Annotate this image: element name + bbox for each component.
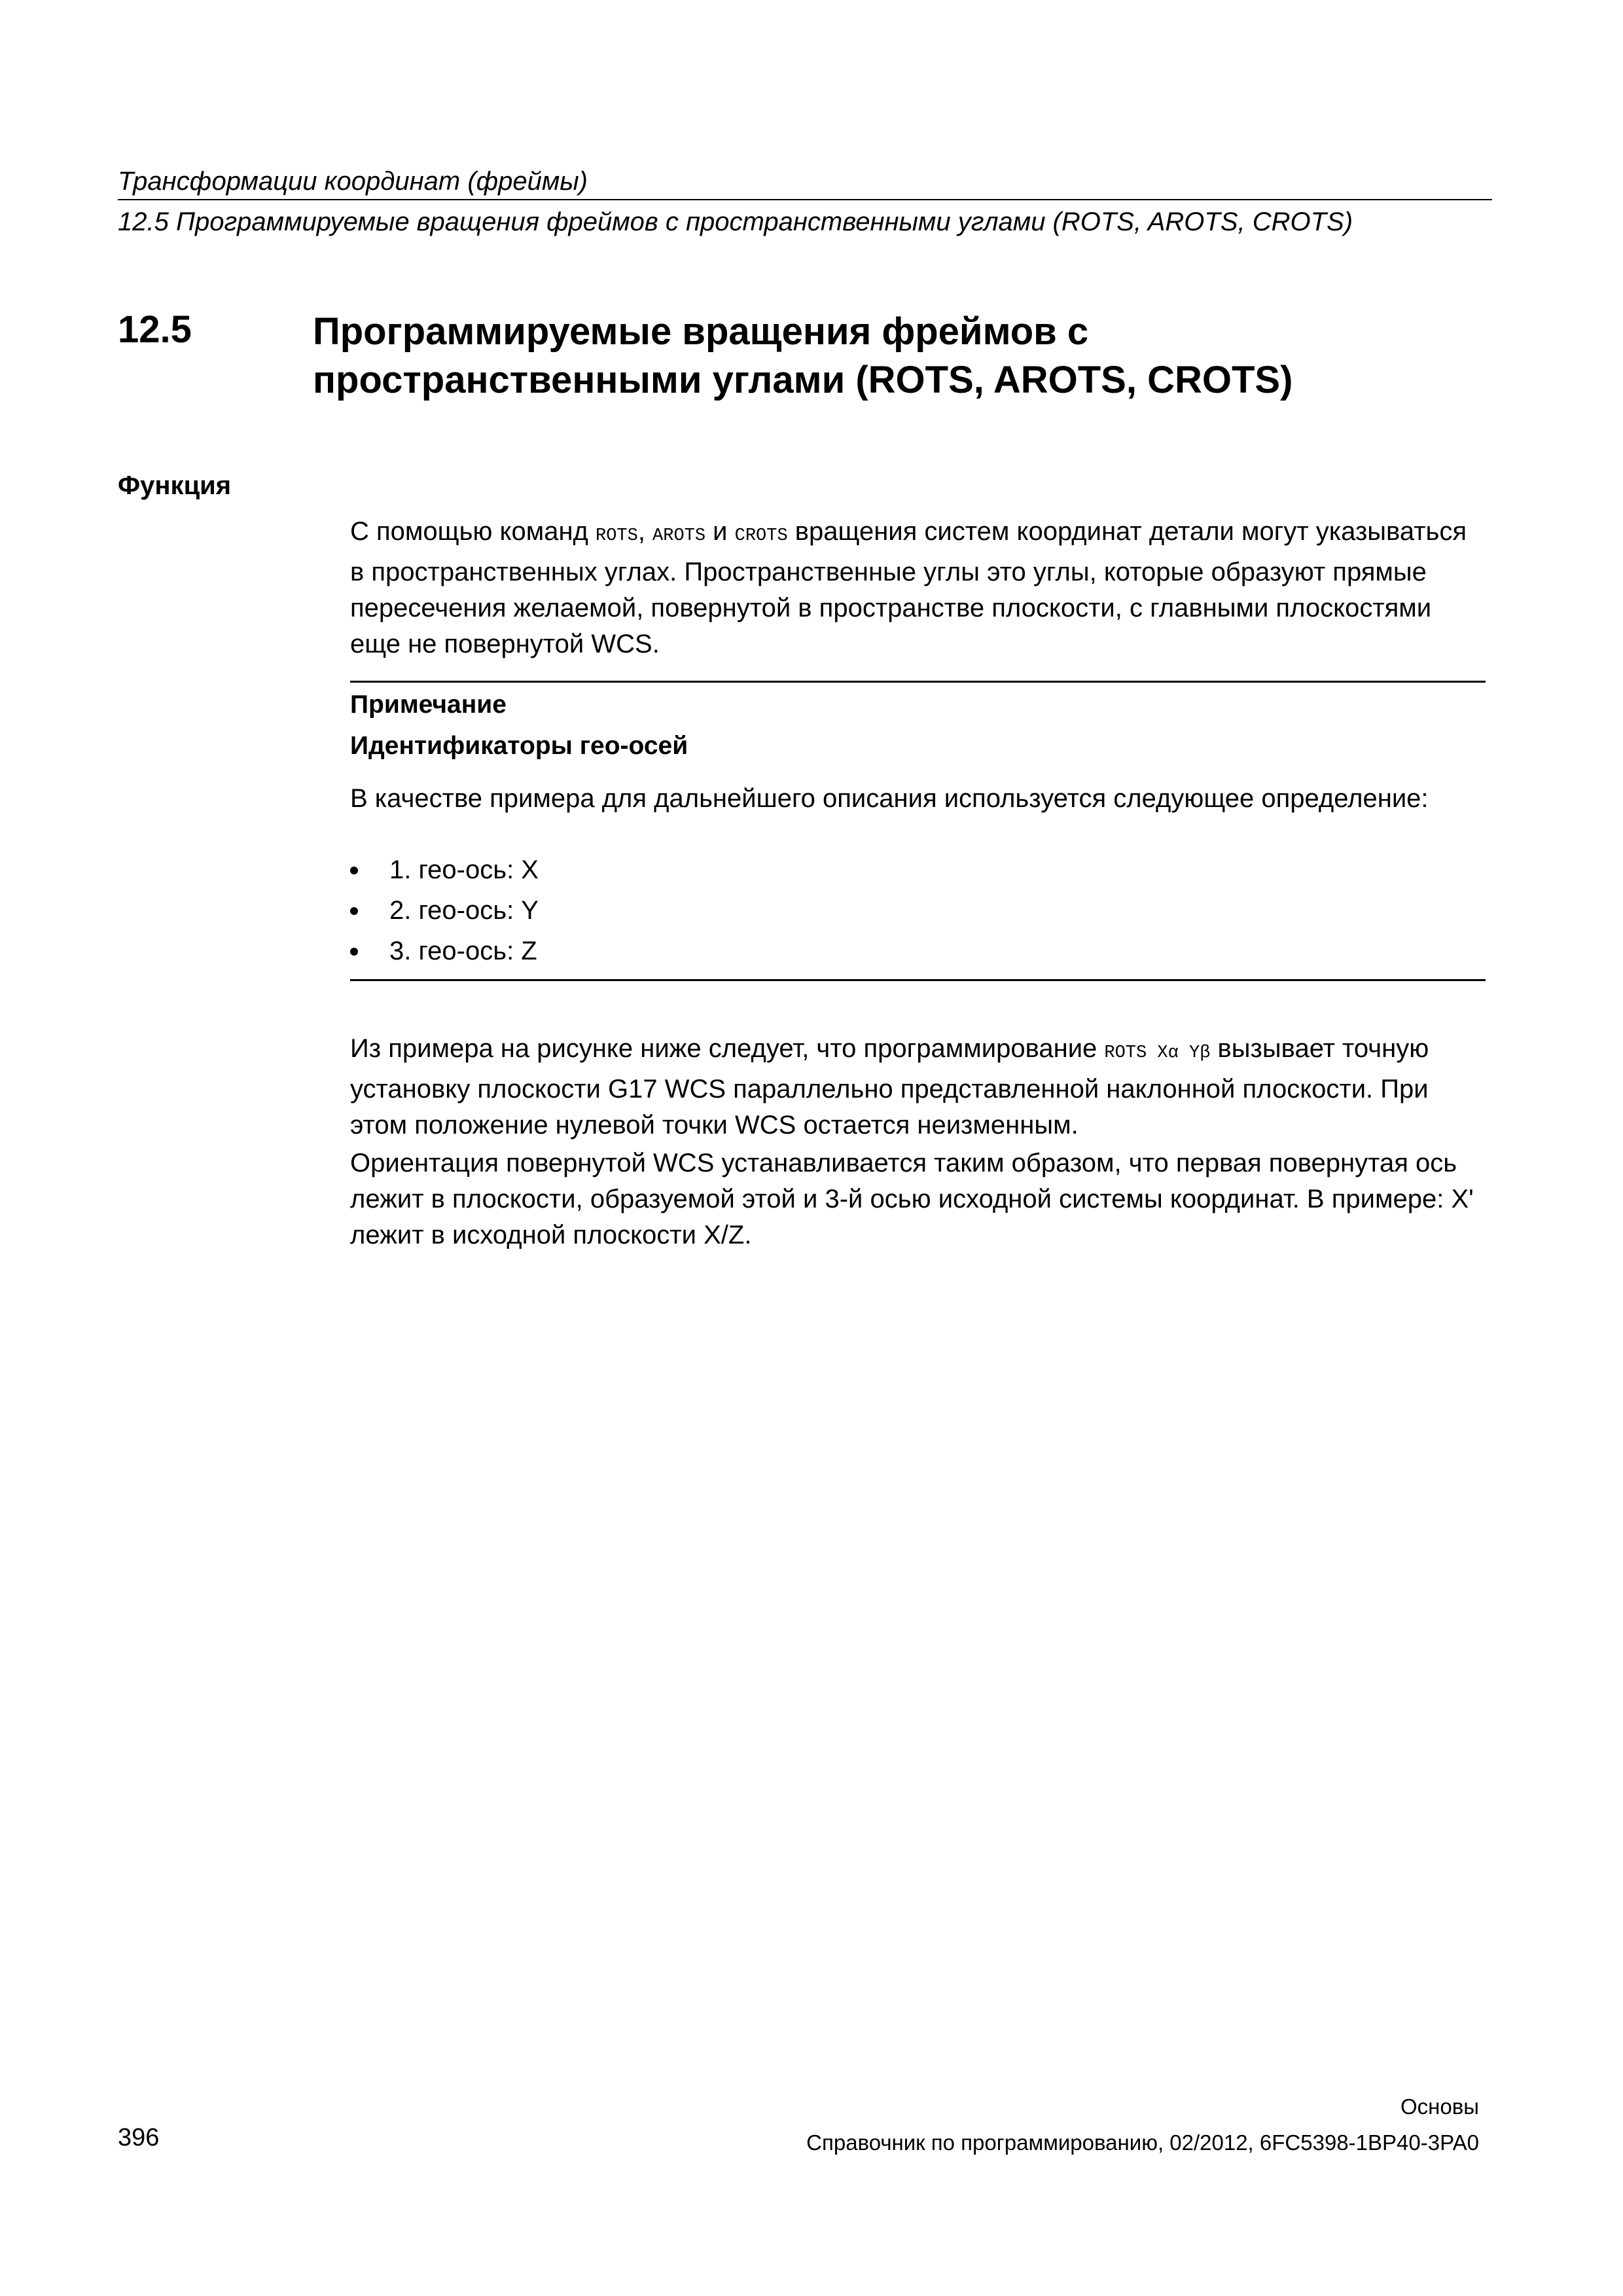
running-header-chapter: Трансформации координат (фреймы)	[118, 167, 588, 196]
p1-text-4: вращения систем координат детали могут указываться в пространственных углах. Пространственные углы это углы, которые образуют прямые пересечения желаемой, повернутой в пространстве плоскости, с главными плоскостями еще не повернутой WCS.	[350, 517, 1467, 658]
p1-text-2: ,	[637, 517, 653, 546]
body-paragraph-2	[350, 1031, 1486, 1143]
bullet-icon	[350, 907, 358, 915]
header-divider	[118, 199, 1492, 200]
code-arots: AROTS	[652, 526, 706, 546]
page-number: 396	[118, 2124, 160, 2151]
footer-manual-info: Справочник по программированию, 02/2012, 6FC5398-1BP40-3PA0	[806, 2130, 1479, 2155]
note-list-item-text: 3. гео-ось: Z	[389, 937, 537, 965]
section-title: Программируемые вращения фреймов с пространственными углами (ROTS, AROTS, CROTS)	[313, 310, 1293, 401]
note-text: В качестве примера для дальнейшего описания используется следующее определение:	[350, 784, 1429, 813]
function-paragraph	[350, 514, 1486, 662]
note-bottom-rule	[350, 979, 1486, 981]
code-rots-example: ROTS Xα Yβ	[1104, 1043, 1211, 1063]
p1-text-3: и	[705, 517, 735, 546]
section-number: 12.5	[118, 308, 192, 351]
bullet-icon	[350, 867, 358, 874]
p2-text-2: вызывает точную установку плоскости G17 WCS параллельно представленной наклонной плоскости. При этом положение нулевой точки WCS остается неизменным.	[350, 1034, 1429, 1139]
body-paragraph-3: Ориентация повернутой WCS устанавливается таким образом, что первая повернутая ось лежит в плоскости, образуемой этой и 3-й осью исходной системы координат. В примере: X' лежит в исходной плоскости X/Z.	[350, 1149, 1474, 1249]
code-crots: CROTS	[734, 526, 788, 546]
footer-book-title: Основы	[1400, 2094, 1479, 2119]
code-rots: ROTS	[596, 526, 638, 546]
running-header-section: 12.5 Программируемые вращения фреймов с пространственными углами (ROTS, AROTS, CROTS)	[118, 207, 1353, 236]
note-top-rule	[350, 681, 1486, 683]
bullet-icon	[350, 948, 358, 956]
function-heading: Функция	[118, 471, 232, 500]
note-list-item-text: 1. гео-ось: X	[389, 855, 539, 884]
note-label: Примечание	[350, 691, 507, 719]
note-title: Идентификаторы гео-осей	[350, 732, 688, 760]
p2-text-1: Из примера на рисунке ниже следует, что программирование	[350, 1034, 1105, 1063]
note-list-item-text: 2. гео-ось: Y	[389, 896, 539, 925]
p1-text-1: С помощью команд	[350, 517, 596, 546]
